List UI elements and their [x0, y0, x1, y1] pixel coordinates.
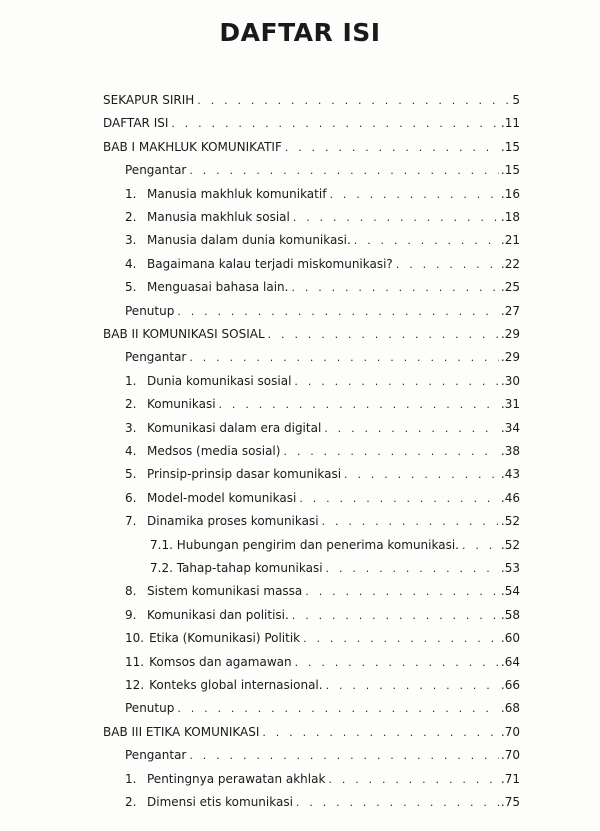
- toc-entry: [125, 676, 520, 694]
- toc-dot-leader: [294, 373, 498, 391]
- toc-entry-page: .60: [500, 631, 520, 646]
- toc-entry-label: Dunia komunikasi sosial: [147, 373, 292, 388]
- toc-entry: [103, 325, 520, 343]
- toc-entry-page: .43: [500, 467, 520, 482]
- toc-dot-leader: [197, 92, 510, 110]
- toc-entry-page: .70: [500, 748, 520, 763]
- toc-entry-page: .53: [500, 561, 520, 575]
- toc-entry: [125, 699, 520, 717]
- toc-dot-leader: [268, 326, 499, 344]
- toc-entry-label: Komunikasi dalam era digital: [147, 420, 322, 435]
- toc-entry-label: Etika (Komunikasi) Politik: [149, 631, 301, 646]
- toc-dot-leader: [177, 700, 499, 718]
- toc-entry: [125, 629, 520, 647]
- toc-entry: [125, 442, 520, 460]
- toc-entry-label: Pentingnya perawatan akhlak: [147, 771, 326, 786]
- toc-entry-page: .18: [500, 210, 520, 224]
- toc-entry-page: .64: [500, 654, 520, 669]
- toc-entry-page: .27: [500, 303, 520, 318]
- toc-entry-label: Dinamika proses komunikasi: [147, 514, 319, 529]
- toc-entry-page: .70: [500, 724, 520, 739]
- toc-entry-page: .31: [500, 397, 520, 412]
- toc-entry-number: 1.: [125, 373, 137, 388]
- toc-dot-leader: [303, 630, 499, 648]
- toc-dot-leader: [326, 677, 499, 695]
- toc-dot-leader: [396, 256, 499, 274]
- toc-dot-leader: [262, 724, 499, 742]
- toc-entry-label: DAFTAR ISI: [103, 116, 169, 131]
- toc-entry-number: 1.: [125, 186, 137, 201]
- toc-entry-label: Komsos dan agamawan: [149, 654, 292, 669]
- toc-entry-label: BAB II KOMUNIKASI SOSIAL: [103, 327, 265, 341]
- toc-entry-label: Bagaimana kalau terjadi miskomunikasi?: [147, 256, 393, 271]
- toc-entry-number: 10.: [125, 631, 145, 646]
- toc-entry-page: .54: [500, 584, 520, 599]
- toc-entry-label: Komunikasi: [147, 397, 216, 412]
- toc-entry-number: 2.: [125, 397, 137, 412]
- toc-entry-page: .15: [500, 163, 520, 178]
- toc-entry-page: .52: [500, 537, 520, 552]
- toc-entry-label: Menguasai bahasa lain.: [147, 280, 289, 295]
- toc-entry: [125, 348, 520, 366]
- toc-entry-page: .21: [500, 233, 520, 248]
- toc-entry-number: 4.: [125, 444, 137, 458]
- toc-entry-label: Komunikasi dan politisi.: [147, 607, 289, 622]
- toc-entry: [125, 185, 520, 203]
- toc-dot-leader: [291, 279, 498, 297]
- toc-entry-label: Konteks global internasional.: [149, 678, 323, 692]
- toc-entry: [125, 161, 520, 179]
- toc-entry-label: Sistem komunikasi massa: [147, 584, 303, 599]
- toc-entry-page: .16: [500, 186, 520, 201]
- toc-dot-leader: [329, 186, 498, 204]
- toc-entry-label: 7.1. Hubungan pengirim dan penerima komunikasi.: [150, 537, 459, 552]
- toc-dot-leader: [354, 232, 499, 250]
- toc-entry-label: Manusia makhluk komunikatif: [147, 186, 327, 201]
- toc-entry-number: 8.: [125, 584, 137, 599]
- toc-dot-leader: [292, 607, 499, 625]
- toc-entry-label: Pengantar: [125, 163, 187, 178]
- toc-entry-label: Model-model komunikasi: [147, 490, 297, 505]
- toc-entry: [125, 208, 520, 226]
- toc-entry-number: 11.: [125, 654, 145, 669]
- toc-dot-leader: [295, 654, 499, 672]
- toc-dot-leader: [305, 583, 499, 601]
- toc-entry-number: 9.: [125, 607, 137, 622]
- toc-entry-number: 4.: [125, 256, 137, 271]
- toc-entry: [125, 770, 520, 788]
- toc-entry: [125, 278, 520, 296]
- toc-entry: [103, 91, 520, 109]
- toc-entry: [125, 372, 520, 390]
- toc-dot-leader: [462, 537, 499, 555]
- toc-entry-label: Manusia makhluk sosial: [147, 210, 290, 224]
- toc-dot-leader: [285, 139, 499, 157]
- toc-entry-page: .75: [500, 795, 520, 809]
- toc-entry-label: SEKAPUR SIRIH: [103, 93, 195, 107]
- toc-entry-number: 3.: [125, 420, 137, 435]
- toc-entry: [125, 793, 520, 811]
- toc-entry-page: .71: [500, 771, 520, 786]
- toc-entry-page: .46: [500, 490, 520, 505]
- toc-dot-leader: [171, 115, 499, 133]
- toc-entry-number: 5.: [125, 280, 137, 295]
- toc-entry-label: Pengantar: [125, 748, 187, 763]
- toc-entry-label: Manusia dalam dunia komunikasi.: [147, 233, 351, 248]
- toc-entry: [125, 489, 520, 507]
- toc-entry: [125, 653, 520, 671]
- toc-entry-label: Penutup: [125, 701, 175, 716]
- toc-entry-page: .30: [500, 373, 520, 388]
- toc-entry: [125, 606, 520, 624]
- toc-entry-label: Penutup: [125, 303, 175, 318]
- toc-dot-leader: [283, 443, 498, 461]
- toc-entry-page: .22: [500, 256, 520, 271]
- toc-entry-page: 5: [512, 93, 520, 107]
- toc-dot-leader: [189, 349, 499, 367]
- toc-dot-leader: [326, 560, 499, 578]
- toc-entry-label: Pengantar: [125, 350, 187, 365]
- toc-entry-number: 2.: [125, 795, 137, 809]
- toc-dot-leader: [219, 396, 499, 414]
- toc-dot-leader: [293, 209, 499, 227]
- toc-entry-label: BAB III ETIKA KOMUNIKASI: [103, 724, 260, 739]
- toc-entry-label: Prinsip-prinsip dasar komunikasi: [147, 467, 342, 482]
- toc-dot-leader: [322, 513, 499, 531]
- toc-entry-page: .34: [500, 420, 520, 435]
- toc-entry-number: 3.: [125, 233, 137, 248]
- toc-entry-page: .38: [500, 444, 520, 458]
- toc-dot-leader: [189, 162, 499, 180]
- toc-dot-leader: [299, 490, 499, 508]
- toc-entry: [125, 419, 520, 437]
- toc-entry: [103, 114, 520, 132]
- toc-entry-number: 12.: [125, 678, 145, 692]
- toc-entry: [125, 746, 520, 764]
- toc-entry: [125, 231, 520, 249]
- toc-entry: [125, 395, 520, 413]
- toc-entry-page: .29: [500, 327, 520, 341]
- toc-entry-page: .66: [500, 678, 520, 692]
- toc-entry-number: 1.: [125, 771, 137, 786]
- toc-entry: [125, 465, 520, 483]
- toc-entry-page: .29: [500, 350, 520, 365]
- toc-entry: [125, 255, 520, 273]
- toc-entry-page: .68: [500, 701, 520, 716]
- toc-entry-number: 5.: [125, 467, 137, 482]
- toc-dot-leader: [296, 794, 499, 812]
- toc-entry-page: .11: [500, 116, 520, 131]
- toc-entry-page: .15: [500, 139, 520, 154]
- toc-entry-page: .52: [500, 514, 520, 529]
- toc-entry-page: .58: [500, 607, 520, 622]
- toc-dot-leader: [177, 303, 499, 321]
- toc-entry: [125, 302, 520, 320]
- toc-entry-label: BAB I MAKHLUK KOMUNIKATIF: [103, 139, 282, 154]
- page-title: DAFTAR ISI: [219, 18, 381, 47]
- toc-entry: [150, 559, 520, 577]
- toc-entry-number: 7.: [125, 514, 137, 529]
- toc-dot-leader: [328, 771, 498, 789]
- toc-entry: [125, 582, 520, 600]
- toc-entry: [103, 138, 520, 156]
- toc-entry: [103, 723, 520, 741]
- toc-dot-leader: [189, 747, 499, 765]
- toc-entry-page: .25: [500, 280, 520, 295]
- toc-dot-leader: [324, 420, 499, 438]
- toc-entry: [150, 536, 520, 554]
- toc-entry-label: 7.2. Tahap-tahap komunikasi: [150, 561, 323, 575]
- toc-dot-leader: [344, 466, 499, 484]
- toc-entry-label: Medsos (media sosial): [147, 444, 281, 458]
- toc-entry-number: 2.: [125, 210, 137, 224]
- toc-entry-label: Dimensi etis komunikasi: [147, 795, 293, 809]
- toc-entry-number: 6.: [125, 490, 137, 505]
- toc-entry: [125, 512, 520, 530]
